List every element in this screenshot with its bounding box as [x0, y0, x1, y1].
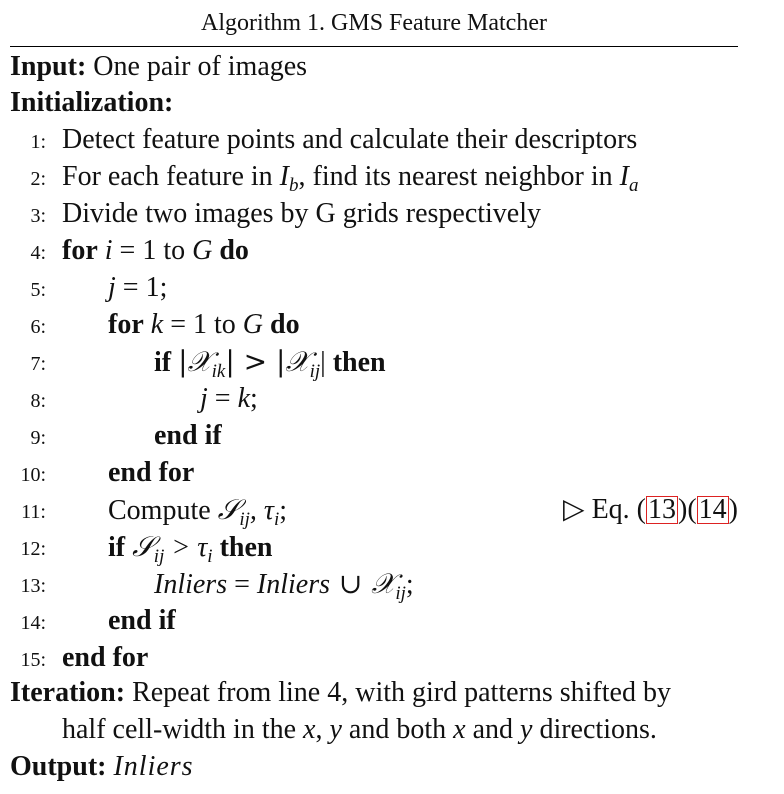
- input-line: [10, 50, 307, 84]
- output-text: Inliers: [113, 751, 194, 782]
- input-label: Input:: [10, 51, 87, 82]
- algo-line-13: [154, 567, 414, 604]
- algo-line-3: Divide two images by G grids respectively: [62, 198, 542, 229]
- text-segment: half cell-width in the: [62, 714, 304, 745]
- algo-line-2: [62, 160, 638, 194]
- keyword: do: [270, 309, 300, 340]
- math-sub: ik: [211, 361, 226, 382]
- text-segment: ;: [250, 383, 258, 414]
- math-sub: ij: [395, 583, 406, 604]
- math-sub: i: [273, 509, 280, 530]
- line-number: 14:: [20, 612, 46, 634]
- algo-line-4: [62, 234, 249, 268]
- keyword: for: [62, 235, 98, 266]
- math-expr: ∪ 𝒳: [330, 567, 396, 600]
- math-var: G: [192, 235, 213, 266]
- line-number: 2:: [30, 168, 46, 190]
- line-number: 7:: [30, 353, 46, 375]
- line-number: 4:: [30, 242, 46, 264]
- line-number: 6:: [30, 316, 46, 338]
- math-var: Inliers: [154, 569, 228, 600]
- line-number: 12:: [20, 538, 46, 560]
- text-segment: ,: [315, 714, 330, 745]
- keyword: then: [219, 532, 273, 563]
- algo-line-1: Detect feature points and calculate their descriptors: [62, 124, 638, 155]
- algorithm-caption: Algorithm 1. GMS Feature Matcher: [201, 10, 547, 36]
- line-number: 1:: [30, 131, 46, 153]
- output-label: Output:: [10, 751, 107, 782]
- input-text: One pair of images: [93, 51, 308, 82]
- math-var: Inliers: [256, 569, 331, 600]
- equation-ref-link[interactable]: 13: [648, 494, 677, 525]
- keyword: for: [108, 309, 144, 340]
- iteration-line-2: [62, 713, 657, 747]
- text-segment: directions.: [532, 714, 657, 745]
- math-var: y: [329, 714, 342, 745]
- keyword: then: [332, 347, 386, 378]
- math-sub: ij: [239, 509, 250, 530]
- math-var: i: [104, 235, 113, 266]
- line-number: 5:: [30, 279, 46, 301]
- text-segment: = 1 to: [163, 309, 243, 340]
- algo-line-6: [108, 308, 300, 342]
- equation-ref-link[interactable]: 14: [698, 494, 727, 525]
- math-sub: ij: [153, 546, 165, 567]
- math-var: I: [279, 161, 289, 192]
- algo-line-12: [108, 530, 273, 567]
- math-sub: ij: [309, 361, 321, 382]
- init-label: Initialization:: [10, 87, 174, 118]
- algo-line-8: [200, 382, 258, 416]
- text-segment: and both: [341, 714, 454, 745]
- text-segment: For each feature in: [62, 161, 280, 192]
- caption-rule: [10, 46, 738, 47]
- math-var: k: [237, 383, 251, 414]
- init-line: [10, 86, 173, 120]
- comment-text: ): [728, 494, 738, 525]
- math-expr: | > |𝒳: [225, 345, 310, 378]
- math-sub: i: [207, 546, 213, 567]
- math-expr: |: [320, 347, 326, 378]
- algo-line-9: end if: [154, 420, 222, 451]
- algo-line-11: [108, 493, 288, 530]
- algo-line-5: [108, 271, 167, 305]
- line-number: 15:: [20, 649, 46, 671]
- math-var: G: [242, 309, 264, 340]
- algo-line-10: end for: [108, 457, 195, 488]
- math-expr: , τ: [249, 495, 274, 526]
- iteration-label: Iteration:: [10, 677, 126, 708]
- line-number: 3:: [30, 205, 46, 227]
- math-expr: > τ: [164, 532, 208, 563]
- math-var: k: [150, 309, 164, 340]
- math-var: y: [520, 714, 533, 745]
- comment-text: )(: [678, 494, 697, 525]
- algo-line-14: end if: [108, 605, 176, 636]
- text-segment: , find its nearest neighbor in: [298, 161, 620, 192]
- text-segment: = 1 to: [112, 235, 193, 266]
- line-number: 13:: [20, 575, 46, 597]
- math-expr: 𝒮: [132, 530, 154, 563]
- line-number: 8:: [30, 390, 46, 412]
- math-expr: 𝒮: [217, 493, 240, 526]
- text-segment: ;: [279, 495, 288, 526]
- math-sub: a: [628, 175, 639, 196]
- keyword: do: [219, 235, 249, 266]
- math-var: x: [303, 714, 316, 745]
- line-number: 11:: [21, 501, 46, 523]
- math-var: I: [619, 161, 629, 192]
- math-var: x: [453, 714, 466, 745]
- text-segment: =: [207, 383, 238, 414]
- line-11-comment: [563, 493, 738, 527]
- line-number: 10:: [20, 464, 46, 486]
- algo-line-7: [154, 345, 386, 382]
- keyword: if: [154, 347, 172, 378]
- text-segment: Compute: [108, 495, 218, 526]
- text-segment: ;: [405, 569, 414, 600]
- math-var: j: [200, 383, 208, 414]
- line-number: 9:: [30, 427, 46, 449]
- iteration-line-1: [10, 676, 671, 710]
- text-segment: = 1;: [115, 272, 168, 303]
- math-sub: b: [289, 175, 299, 196]
- text-segment: and: [465, 714, 521, 745]
- output-line: [10, 750, 194, 784]
- algo-line-15: end for: [62, 642, 149, 673]
- keyword: if: [108, 532, 126, 563]
- comment-text: ▷ Eq. (: [563, 494, 647, 525]
- math-var: j: [108, 272, 116, 303]
- math-expr: |𝒳: [178, 345, 212, 378]
- text-segment: =: [227, 569, 257, 600]
- iteration-text: Repeat from line 4, with gird patterns shifted by: [132, 677, 671, 708]
